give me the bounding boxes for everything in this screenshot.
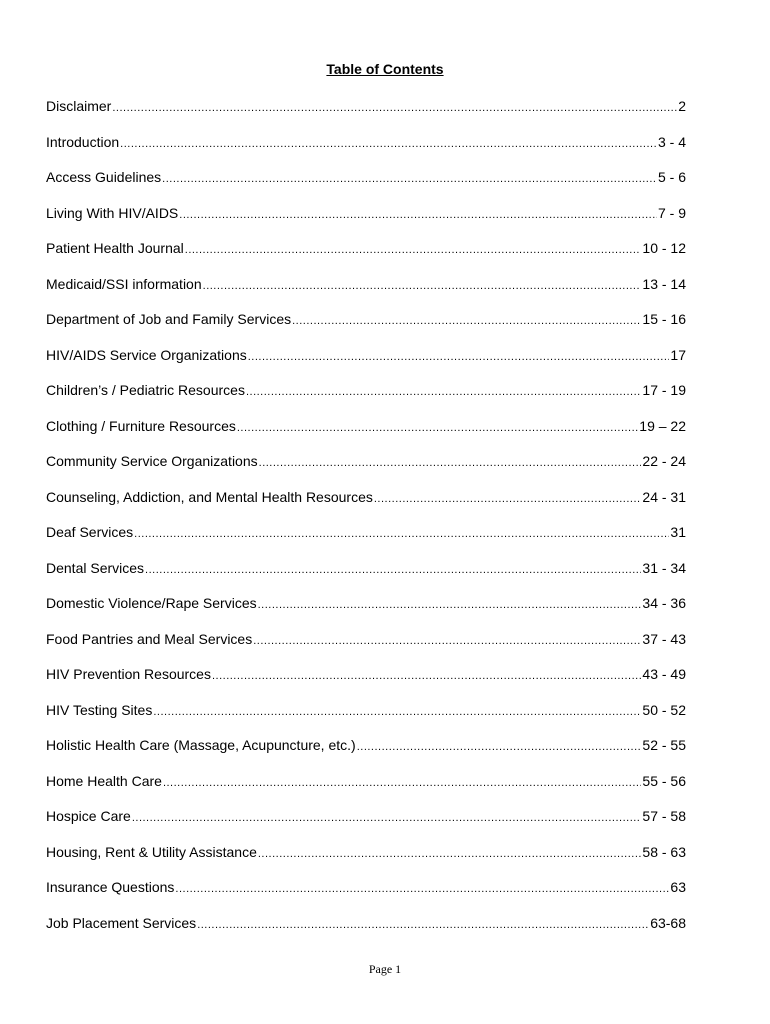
dot-leader — [112, 98, 677, 118]
toc-entry-pages: 43 - 49 — [642, 666, 686, 682]
dot-leader — [258, 595, 642, 615]
dot-leader — [259, 453, 642, 473]
toc-entry — [46, 274, 686, 310]
toc-entry — [46, 132, 686, 168]
toc-entry-pages: 22 - 24 — [642, 453, 686, 469]
page-title: Table of Contents — [326, 61, 444, 77]
dot-leader — [179, 205, 657, 225]
dot-leader — [134, 524, 669, 544]
toc-entry-pages: 13 - 14 — [642, 275, 686, 292]
toc-entry-pages: 3 - 4 — [657, 133, 686, 150]
toc-entry — [46, 203, 686, 239]
toc-entry — [46, 593, 686, 629]
dot-leader — [175, 879, 669, 899]
toc-entry — [46, 771, 686, 807]
toc-entry-label: HIV Prevention Resources — [46, 666, 211, 682]
toc-entry-label: Insurance Questions — [46, 879, 175, 895]
toc-entry — [46, 735, 686, 771]
toc-entry-label: Medicaid/SSI information — [46, 275, 202, 292]
toc-entry-label: Holistic Health Care (Massage, Acupuncture, etc.) — [46, 737, 356, 753]
toc-entry — [46, 309, 686, 345]
toc-entry-label: Introduction — [46, 133, 120, 150]
dot-leader — [212, 666, 641, 686]
toc-entry-label: Domestic Violence/Rape Services — [46, 595, 257, 611]
page-number-footer: Page 1 — [368, 962, 402, 976]
dot-leader — [374, 489, 642, 509]
toc-entry-pages: 17 — [670, 346, 686, 363]
toc-entry — [46, 451, 686, 487]
dot-leader — [357, 737, 642, 757]
toc-entry-label: Clothing / Furniture Resources — [46, 417, 236, 434]
toc-entry-pages: 31 - 34 — [642, 559, 686, 576]
toc-entry — [46, 842, 686, 878]
toc-entry-label: Community Service Organizations — [46, 453, 258, 469]
toc-entry — [46, 700, 686, 736]
toc-entry — [46, 487, 686, 523]
toc-entry — [46, 96, 686, 132]
toc-entry-pages: 52 - 55 — [642, 737, 686, 753]
dot-leader — [292, 311, 641, 331]
toc-entry — [46, 913, 686, 949]
dot-leader — [163, 773, 641, 793]
toc-entry-pages: 57 - 58 — [642, 808, 686, 824]
toc-entry-pages: 10 - 12 — [642, 240, 686, 256]
toc-entry — [46, 345, 686, 381]
toc-entry — [46, 558, 686, 594]
toc-entry-label: Access Guidelines — [46, 169, 162, 185]
dot-leader — [120, 134, 657, 154]
toc-entry-pages: 19 – 22 — [639, 417, 686, 434]
toc-entry-label: Dental Services — [46, 559, 145, 576]
toc-entry — [46, 167, 686, 203]
dot-leader — [185, 240, 642, 260]
toc-entry — [46, 380, 686, 416]
toc-entry-label: Housing, Rent & Utility Assistance — [46, 843, 257, 860]
toc-entry — [46, 877, 686, 913]
dot-leader — [237, 418, 638, 438]
toc-entry — [46, 806, 686, 842]
toc-entry-label: Department of Job and Family Services — [46, 311, 292, 327]
dot-leader — [162, 169, 657, 189]
toc-entry-pages: 37 - 43 — [642, 630, 686, 647]
toc-entry — [46, 522, 686, 558]
toc-entry-label: Hospice Care — [46, 808, 131, 824]
dot-leader — [153, 702, 641, 722]
toc-entry-pages: 15 - 16 — [642, 311, 686, 327]
toc-entry-label: Counseling, Addiction, and Mental Health Resources — [46, 488, 373, 505]
toc-entry-pages: 24 - 31 — [642, 488, 686, 505]
table-of-contents — [46, 96, 686, 948]
toc-entry-label: Job Placement Services — [46, 914, 197, 931]
dot-leader — [203, 276, 642, 296]
dot-leader — [248, 347, 670, 367]
toc-entry-pages: 17 - 19 — [642, 382, 686, 398]
dot-leader — [145, 560, 641, 580]
toc-entry-label: Patient Health Journal — [46, 240, 184, 256]
toc-entry-pages: 58 - 63 — [642, 843, 686, 860]
toc-entry-label: Deaf Services — [46, 524, 134, 540]
toc-entry-pages: 2 — [678, 98, 686, 114]
toc-entry-label: Disclaimer — [46, 98, 112, 114]
toc-entry-label: Food Pantries and Meal Services — [46, 630, 253, 647]
dot-leader — [258, 844, 642, 864]
toc-entry-pages: 55 - 56 — [642, 772, 686, 789]
toc-entry-pages: 5 - 6 — [657, 169, 686, 185]
toc-entry-pages: 63-68 — [650, 914, 686, 931]
toc-entry-pages: 50 - 52 — [642, 701, 686, 718]
toc-entry-label: HIV Testing Sites — [46, 701, 153, 718]
dot-leader — [197, 915, 649, 935]
dot-leader — [246, 382, 641, 402]
dot-leader — [253, 631, 641, 651]
toc-entry — [46, 664, 686, 700]
toc-entry-label: Living With HIV/AIDS — [46, 204, 179, 221]
toc-entry-pages: 63 — [670, 879, 686, 895]
toc-entry-pages: 34 - 36 — [642, 595, 686, 611]
toc-entry-pages: 31 — [670, 524, 686, 540]
dot-leader — [132, 808, 642, 828]
toc-entry-pages: 7 - 9 — [657, 204, 686, 221]
toc-entry — [46, 416, 686, 452]
toc-entry — [46, 629, 686, 665]
toc-entry-label: Children’s / Pediatric Resources — [46, 382, 245, 398]
toc-entry-label: Home Health Care — [46, 772, 162, 789]
toc-entry — [46, 238, 686, 274]
toc-entry-label: HIV/AIDS Service Organizations — [46, 346, 247, 363]
